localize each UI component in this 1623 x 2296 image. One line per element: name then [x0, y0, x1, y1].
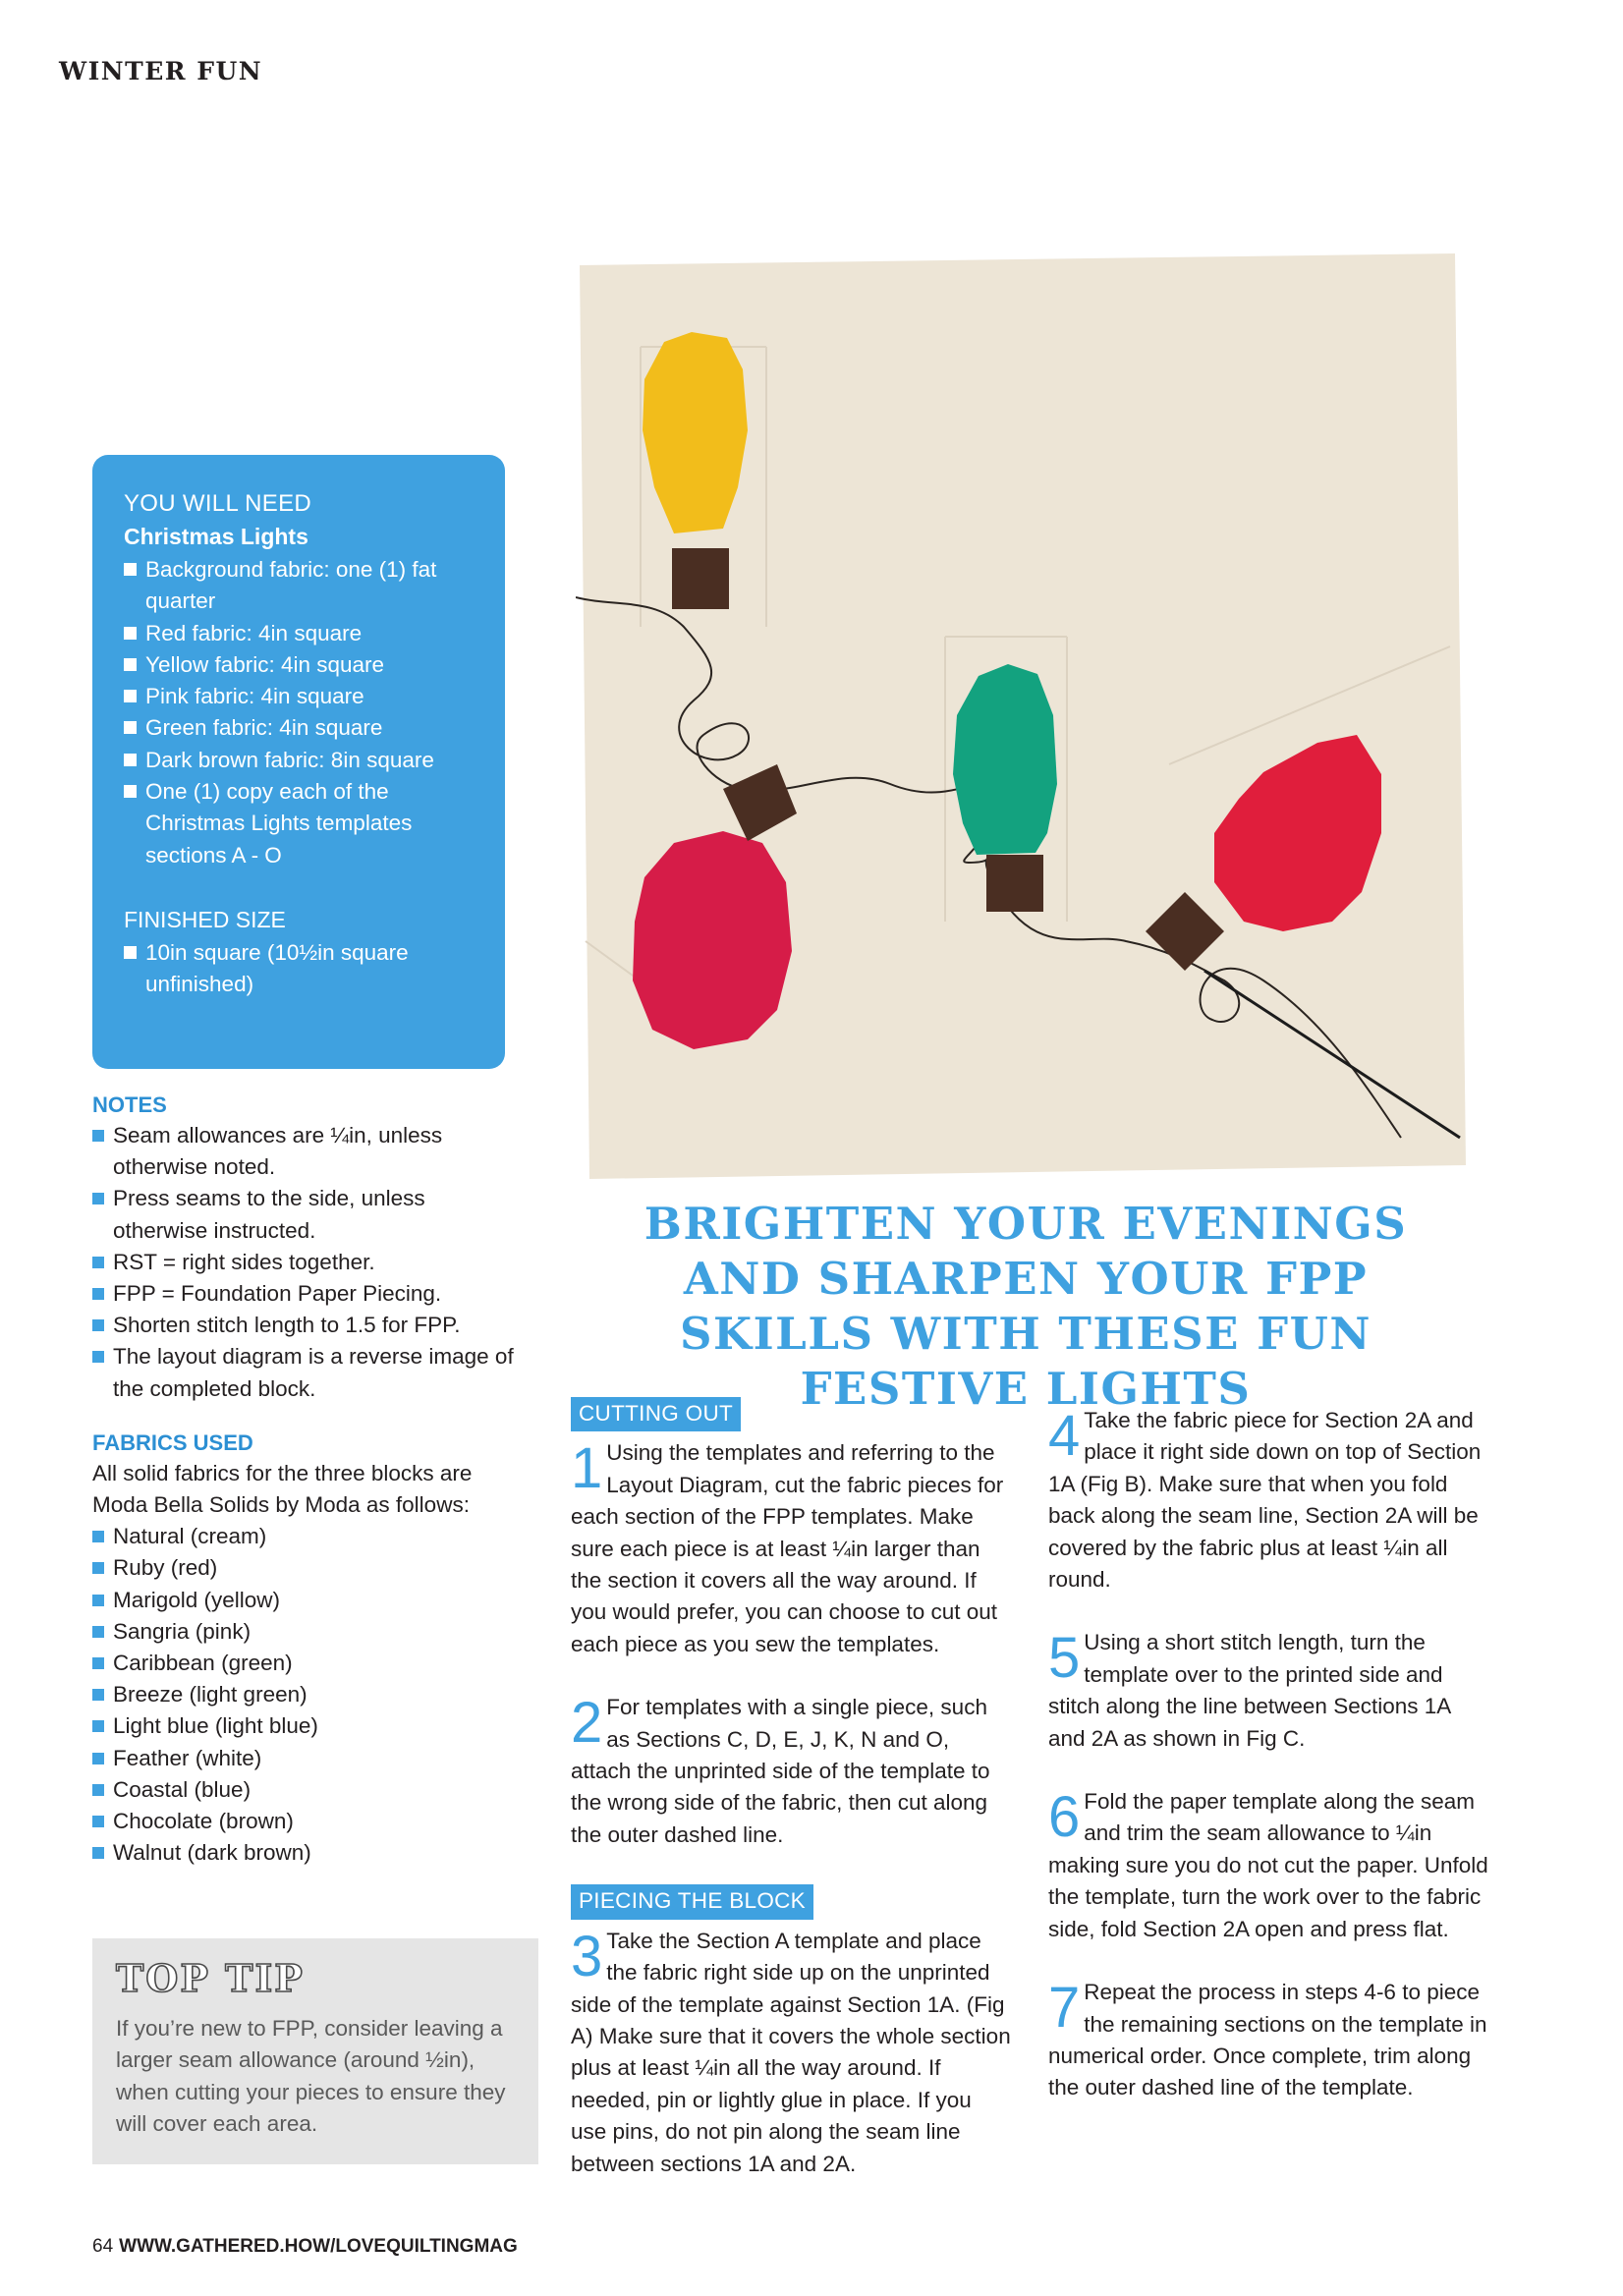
list-item: Pink fabric: 4in square — [124, 681, 485, 712]
section-label: WINTER FUN — [59, 57, 263, 85]
notes-heading: NOTES — [92, 1092, 167, 1117]
step — [571, 1926, 1013, 2180]
you-will-need-heading: YOU WILL NEED — [124, 490, 312, 517]
piecing-heading: PIECING THE BLOCK — [571, 1884, 813, 1919]
list-item: Red fabric: 4in square — [124, 618, 485, 649]
step-text: For templates with a single piece, such as Sections C, D, E, J, K, N and O, attach the unprinted side of the template to the wrong side of the fabric, then cut along the outer dashed line. — [571, 1695, 990, 1847]
list-item: Breeze (light green) — [92, 1679, 525, 1710]
list-item: Marigold (yellow) — [92, 1585, 525, 1616]
list-item: The layout diagram is a reverse image of the completed block. — [92, 1341, 525, 1404]
step-text: Using a short stitch length, turn the template over to the printed side and stitch along the line between Sections 1A and 2A as shown in Fig C. — [1048, 1630, 1451, 1751]
list-item: 10in square (10½in square unfinished) — [124, 937, 485, 1001]
step — [571, 1692, 1013, 1851]
fabrics-intro: All solid fabrics for the three blocks are Moda Bella Solids by Moda as follows: — [92, 1460, 473, 1518]
step-text: Using the templates and referring to the Layout Diagram, cut the fabric pieces for each section of the FPP templates. Make sure each piece is at least ¼in larger than the section it covers all the way around. If you would prefer, you can choose to cut out each piece as you sew the templates. — [571, 1440, 1004, 1656]
list-item: Seam allowances are ¼in, unless otherwise noted. — [92, 1120, 525, 1183]
step — [1048, 1977, 1490, 2104]
cutting-out-heading: CUTTING OUT — [571, 1397, 741, 1431]
list-item: Chocolate (brown) — [92, 1806, 525, 1837]
list-item: One (1) copy each of the Christmas Lights templates sections A - O — [124, 776, 485, 871]
step-text: Take the fabric piece for Section 2A and place it right side down on top of Section 1A (Fig B). Make sure that when you fold back along the seam line, Section 2A will be covered by the fabric plus at least ¼in all round. — [1048, 1408, 1482, 1593]
list-item: Caribbean (green) — [92, 1648, 525, 1679]
step-number: 2 — [571, 1691, 603, 1756]
step-number: 1 — [571, 1436, 603, 1501]
notes-column — [92, 1092, 525, 1869]
page-footer — [92, 2236, 518, 2258]
step-number: 6 — [1048, 1785, 1081, 1850]
top-tip-text: If you’re new to FPP, consider leaving a larger seam allowance (around ½in), when cutting your pieces to ensure they will cover each area. — [116, 2016, 506, 2137]
list-item: Sangria (pink) — [92, 1616, 525, 1648]
step-text: Fold the paper template along the seam and trim the seam allowance to ¼in making sure you do not cut the paper. Unfold the template, turn the work over to the fabric side, fold Section 2A open and press flat. — [1048, 1789, 1488, 1941]
list-item: Feather (white) — [92, 1743, 525, 1774]
step — [1048, 1627, 1490, 1755]
step-text: Repeat the process in steps 4-6 to piece the remaining sections on the template in numerical order. Once complete, trim along the outer dashed line of the template. — [1048, 1980, 1487, 2100]
headline: BRIGHTEN YOUR EVENINGS AND SHARPEN YOUR FPP SKILLS WITH THESE FUN FESTIVE LIGHTS — [644, 1198, 1408, 1415]
step — [571, 1437, 1013, 1660]
list-item: Ruby (red) — [92, 1552, 525, 1584]
top-tip-box — [92, 1938, 538, 2164]
step-text: Take the Section A template and place the fabric right side up on the unprinted side of the template against Section 1A. (Fig A) Make sure that it covers the whole section plus at least ¼in all the way around. If needed, pin or lightly glue in place. If you use pins, do not pin along the seam line between sections 1A and 2A. — [571, 1928, 1011, 2176]
list-item: Background fabric: one (1) fat quarter — [124, 554, 485, 618]
list-item: Light blue (light blue) — [92, 1710, 525, 1742]
step — [1048, 1786, 1490, 1945]
list-item: Green fabric: 4in square — [124, 712, 485, 744]
page-number: 64 — [92, 2236, 114, 2257]
step-number: 5 — [1048, 1626, 1081, 1691]
you-will-need-box — [92, 455, 505, 1069]
finished-size-list — [124, 937, 485, 1001]
list-item: Yellow fabric: 4in square — [124, 649, 485, 681]
materials-list — [124, 554, 485, 871]
finished-size-heading: FINISHED SIZE — [124, 906, 286, 932]
list-item: RST = right sides together. — [92, 1247, 525, 1278]
project-name: Christmas Lights — [124, 524, 308, 549]
list-item: Walnut (dark brown) — [92, 1837, 525, 1869]
instructions-column-right — [1048, 1405, 1490, 2136]
step-number: 4 — [1048, 1404, 1081, 1468]
step — [1048, 1405, 1490, 1596]
quilt-block-photo — [576, 253, 1470, 1179]
instructions-column-left — [571, 1397, 1013, 2212]
fabrics-list — [92, 1521, 525, 1869]
step-number: 7 — [1048, 1976, 1081, 2041]
step-number: 3 — [571, 1924, 603, 1988]
list-item: FPP = Foundation Paper Piecing. — [92, 1278, 525, 1310]
top-tip-title: TOP TIP — [116, 1956, 305, 2000]
list-item: Press seams to the side, unless otherwise instructed. — [92, 1183, 525, 1246]
list-item: Dark brown fabric: 8in square — [124, 745, 485, 776]
list-item: Natural (cream) — [92, 1521, 525, 1552]
list-item: Shorten stitch length to 1.5 for FPP. — [92, 1310, 525, 1341]
notes-list — [92, 1120, 525, 1405]
fabrics-used-heading: FABRICS USED — [92, 1429, 253, 1455]
list-item: Coastal (blue) — [92, 1774, 525, 1806]
website-url[interactable]: WWW.GATHERED.HOW/LOVEQUILTINGMAG — [119, 2236, 518, 2257]
